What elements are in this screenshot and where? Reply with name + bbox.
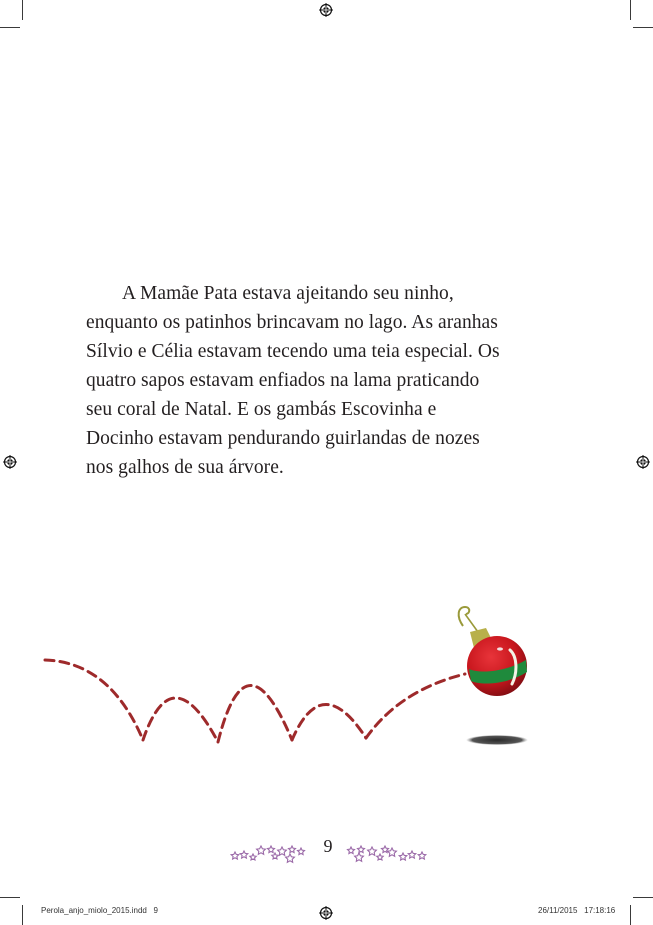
slug-timestamp: 26/11/2015 17:18:16 xyxy=(538,906,616,915)
paragraph-line: quatro sapos estavam enfiados na lama praticando xyxy=(86,370,480,391)
paragraph-line: A Mamãe Pata estava ajeitando seu ninho, xyxy=(122,283,454,304)
stars-left-icon xyxy=(230,836,310,866)
crop-mark-top-right-vertical xyxy=(630,0,631,20)
registration-mark-bottom-icon xyxy=(319,906,333,920)
slug-filename: Perola_anjo_miolo_2015.indd 9 xyxy=(41,906,158,915)
paragraph-line: nos galhos de sua árvore. xyxy=(86,457,284,478)
registration-mark-right-icon xyxy=(636,455,650,469)
crop-mark-bottom-left-horizontal xyxy=(0,897,20,898)
body-paragraph xyxy=(86,279,586,482)
ornament-shadow-icon xyxy=(466,735,528,745)
paragraph-line: enquanto os patinhos brincavam no lago. As aranhas xyxy=(86,312,498,333)
registration-mark-top-icon xyxy=(319,3,333,17)
folio xyxy=(0,836,653,866)
crop-mark-bottom-right-vertical xyxy=(630,905,631,925)
paragraph-line: seu coral de Natal. E os gambás Escovinha e xyxy=(86,399,437,420)
bouncing-ornament-illustration xyxy=(0,600,653,760)
crop-mark-bottom-left-vertical xyxy=(22,905,23,925)
stars-right-icon xyxy=(345,836,430,866)
crop-mark-top-right-horizontal xyxy=(633,27,653,28)
paragraph-line: Docinho estavam pendurando guirlandas de nozes xyxy=(86,428,480,449)
ornament-icon xyxy=(459,607,527,696)
crop-mark-bottom-right-horizontal xyxy=(633,897,653,898)
crop-mark-top-left-vertical xyxy=(22,0,23,20)
page-number: 9 xyxy=(323,836,333,856)
registration-mark-left-icon xyxy=(3,455,17,469)
paragraph-line: Sílvio e Célia estavam tecendo uma teia especial. Os xyxy=(86,341,500,362)
bounce-path-icon xyxy=(45,660,465,742)
crop-mark-top-left-horizontal xyxy=(0,27,20,28)
